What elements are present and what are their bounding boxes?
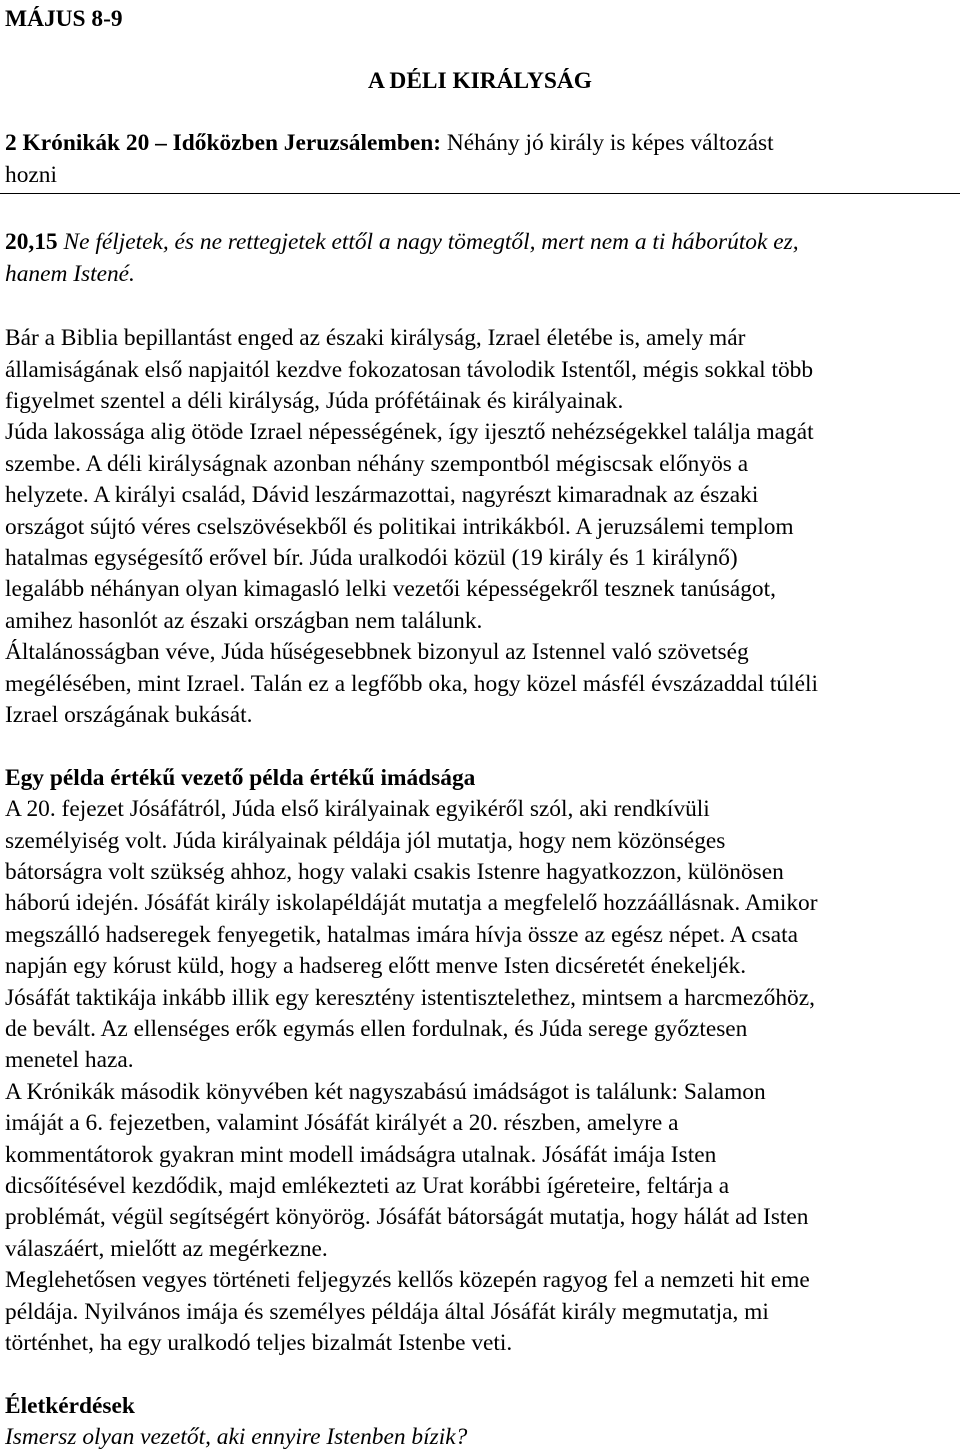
intro-line: országot sújtó véres cselszövésekből és politikai intrikákból. A jeruzsálemi templom — [5, 514, 794, 540]
verse-text-1: Ne féljetek, és ne rettegjetek ettől a nagy tömegtől, mert nem a ti háborútok ez, — [57, 229, 799, 255]
section-line: napján egy kórust küld, hogy a hadsereg előtt menve Isten dicséretét énekeljék. — [5, 953, 747, 979]
section-line: háború idején. Jósáfát király iskolapéldáját mutatja a megfelelő hozzáállásnak. Amikor — [5, 890, 818, 916]
verse-reference: 20,15 — [5, 229, 58, 255]
section-line: problémát, végül segítségért könyörög. Jósáfát bátorságát mutatja, hogy hálát ad Isten — [5, 1204, 809, 1230]
intro-line: Izrael országának bukását. — [5, 702, 253, 728]
section-line: de bevált. Az ellenséges erők egymás ellen fordulnak, és Júda serege győztesen — [5, 1016, 748, 1042]
section-line: menetel haza. — [5, 1047, 134, 1073]
section-line: személyiség volt. Júda királyainak példája jól mutatja, hogy nem közönséges — [5, 828, 726, 854]
intro-line: Júda lakossága alig ötöde Izrael népességének, így ijesztő nehézségekkel találja magát — [5, 419, 814, 445]
intro-line: államiságának első napjaitól kezdve fokozatosan távolodik Istentől, mégis sokkal több — [5, 357, 814, 383]
section-line: imáját a 6. fejezetben, valamint Jósáfát királyét a 20. részben, amelyre a — [5, 1110, 679, 1136]
intro-line: amihez hasonlót az északi országban nem találunk. — [5, 608, 483, 634]
section-line: történhet, ha egy uralkodó teljes bizalmát Istenbe veti. — [5, 1330, 513, 1356]
date-heading: MÁJUS 8-9 — [5, 6, 123, 32]
section-heading: Egy példa értékű vezető példa értékű imádsága — [5, 765, 476, 791]
intro-line: szembe. A déli királyságnak azonban néhány szempontból mégiscsak előnyös a — [5, 451, 749, 477]
intro-line: hatalmas egységesítő erővel bír. Júda uralkodói közül (19 király és 1 királynő) — [5, 545, 738, 571]
topic-text-2: hozni — [5, 162, 57, 188]
questions-heading: Életkérdések — [5, 1393, 135, 1419]
intro-line: figyelmet szentel a déli királyság, Júda prófétáinak és királyainak. — [5, 388, 624, 414]
page-title: A DÉLI KIRÁLYSÁG — [367, 68, 592, 94]
divider-line — [0, 193, 960, 194]
topic-reference: 2 Krónikák 20 – Időközben Jeruzsálemben: — [5, 130, 442, 156]
section-line: kommentátorok gyakran mint modell imádságra utalnak. Jósáfát imája Isten — [5, 1142, 717, 1168]
topic-text-1: Néhány jó király is képes változást — [441, 130, 774, 156]
topic-line-1 — [5, 128, 774, 158]
verse-text-2: hanem Istené. — [5, 261, 135, 287]
intro-line: Bár a Biblia bepillantást enged az északi királyság, Izrael életébe is, amely már — [5, 325, 746, 351]
section-line: dicsőítésével kezdődik, majd emlékezteti az Urat korábbi ígéreteire, feltárja a — [5, 1173, 730, 1199]
section-line: A 20. fejezet Jósáfátról, Júda első királyainak egyikéről szól, aki rendkívüli — [5, 796, 710, 822]
intro-line: Általánosságban véve, Júda hűségesebbnek bizonyul az Istennel való szövetség — [5, 639, 749, 665]
section-line: példája. Nyilvános imája és személyes példája által Jósáfát király megmutatja, mi — [5, 1299, 769, 1325]
section-line: A Krónikák második könyvében két nagyszabású imádságot is találunk: Salamon — [5, 1079, 766, 1105]
section-line: válaszáért, mielőtt az megérkezne. — [5, 1236, 328, 1262]
section-line: megszálló hadseregek fenyegetik, hatalmas imára hívja össze az egész népet. A csata — [5, 922, 798, 948]
section-line: Meglehetősen vegyes történeti feljegyzés kellős közepén ragyog fel a nemzeti hit eme — [5, 1267, 810, 1293]
section-line: Jósáfát taktikája inkább illik egy keresztény istentisztelethez, mintsem a harcmezőhöz, — [5, 985, 815, 1011]
intro-line: helyzete. A királyi család, Dávid leszármazottai, nagyrészt kimaradnak az északi — [5, 482, 759, 508]
section-line: bátorságra volt szükség ahhoz, hogy valaki csakis Istenre hagyatkozzon, különösen — [5, 859, 784, 885]
intro-line: megélésében, mint Izrael. Talán ez a legfőbb oka, hogy közel másfél évszázaddal túléli — [5, 671, 819, 697]
intro-line: legalább néhányan olyan kimagasló lelki vezetői képességekről tesznek tanúságot, — [5, 576, 776, 602]
question-text: Ismersz olyan vezetőt, aki ennyire Istenben bízik? — [5, 1424, 468, 1450]
verse-line-1 — [5, 227, 799, 257]
